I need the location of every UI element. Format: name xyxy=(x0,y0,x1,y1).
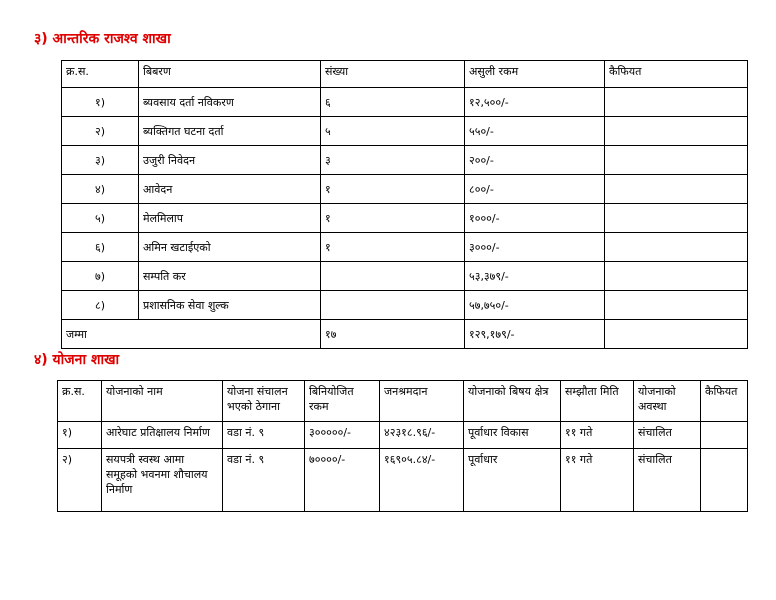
total-remarks xyxy=(605,320,748,349)
cell-description: ब्यक्तिगत घटना दर्ता xyxy=(139,117,321,146)
cell-description: ब्यवसाय दर्ता नविकरण xyxy=(139,88,321,117)
header-public-labor: जनश्रमदान xyxy=(380,381,464,422)
cell-remarks xyxy=(605,117,748,146)
header-description: बिबरण xyxy=(139,61,321,88)
table-row xyxy=(62,88,748,117)
total-label: जम्मा xyxy=(62,320,321,349)
table-row xyxy=(62,175,748,204)
cell-serial: ८) xyxy=(62,291,139,320)
cell-amount: ५३,३७९/- xyxy=(465,262,605,291)
cell-serial: १) xyxy=(58,422,102,449)
cell-amount: ८००/- xyxy=(465,175,605,204)
cell-count: १ xyxy=(321,175,465,204)
cell-description: मेलमिलाप xyxy=(139,204,321,233)
header-project-name: योजनाको नाम xyxy=(102,381,223,422)
cell-amount: १०००/- xyxy=(465,204,605,233)
cell-status: संचालित xyxy=(634,449,701,512)
cell-amount: ५७,७५०/- xyxy=(465,291,605,320)
total-amount: १२९,१७९/- xyxy=(465,320,605,349)
section-title-project-branch: ४) योजना शाखा xyxy=(34,352,120,368)
header-project-status: योजनाको अवस्था xyxy=(634,381,701,422)
header-remarks: कैफियत xyxy=(605,61,748,88)
cell-description: अमिन खटाईएको xyxy=(139,233,321,262)
cell-count xyxy=(321,262,465,291)
cell-remarks xyxy=(605,175,748,204)
total-row xyxy=(62,320,748,349)
cell-remarks xyxy=(605,262,748,291)
cell-allocated-amount: ७००००/- xyxy=(305,449,380,512)
internal-revenue-table xyxy=(61,60,748,349)
table-row xyxy=(62,117,748,146)
header-project-sector: योजनाको बिषय क्षेत्र xyxy=(464,381,561,422)
cell-serial: ६) xyxy=(62,233,139,262)
cell-serial: ४) xyxy=(62,175,139,204)
cell-serial: २) xyxy=(58,449,102,512)
cell-public-labor: ४२३१८.९६/- xyxy=(380,422,464,449)
header-serial: क्र.स. xyxy=(58,381,102,422)
table-row xyxy=(58,422,748,449)
cell-public-labor: १६९०५.८४/- xyxy=(380,449,464,512)
table-row xyxy=(62,262,748,291)
cell-count: १ xyxy=(321,233,465,262)
cell-remarks xyxy=(605,88,748,117)
cell-description: उजुरी निवेदन xyxy=(139,146,321,175)
cell-count: ५ xyxy=(321,117,465,146)
cell-remarks xyxy=(605,291,748,320)
section-title-internal-revenue: ३) आन्तरिक राजश्व शाखा xyxy=(34,31,171,47)
cell-status: संचालित xyxy=(634,422,701,449)
cell-agreement-date: ११ गते xyxy=(561,422,634,449)
cell-sector: पूर्वाधार विकास xyxy=(464,422,561,449)
cell-serial: २) xyxy=(62,117,139,146)
table-row xyxy=(62,233,748,262)
cell-allocated-amount: ३०००००/- xyxy=(305,422,380,449)
cell-project-name: सयपत्री स्वस्थ आमा समूहको भवनमा शौचालय निर्माण xyxy=(102,449,223,512)
total-count: १७ xyxy=(321,320,465,349)
header-project-location: योजना संचालन भएको ठेगाना xyxy=(223,381,305,422)
cell-serial: १) xyxy=(62,88,139,117)
cell-sector: पूर्वाधार xyxy=(464,449,561,512)
cell-amount: ५५०/- xyxy=(465,117,605,146)
cell-amount: २००/- xyxy=(465,146,605,175)
header-allocated-amount: बिनियोजित रकम xyxy=(305,381,380,422)
cell-serial: ५) xyxy=(62,204,139,233)
cell-location: वडा नं. ९ xyxy=(223,422,305,449)
cell-remarks xyxy=(701,422,748,449)
cell-description: सम्पति कर xyxy=(139,262,321,291)
header-serial: क्र.स. xyxy=(62,61,139,88)
table-row xyxy=(58,449,748,512)
table-header-row xyxy=(58,381,748,422)
table-header-row xyxy=(62,61,748,88)
cell-amount: ३०००/- xyxy=(465,233,605,262)
cell-amount: १२,५००/- xyxy=(465,88,605,117)
header-count: संख्या xyxy=(321,61,465,88)
cell-description: आवेदन xyxy=(139,175,321,204)
cell-serial: ३) xyxy=(62,146,139,175)
cell-description: प्रशासनिक सेवा शुल्क xyxy=(139,291,321,320)
cell-count: ३ xyxy=(321,146,465,175)
header-amount: असुली रकम xyxy=(465,61,605,88)
cell-count xyxy=(321,291,465,320)
cell-remarks xyxy=(701,449,748,512)
cell-agreement-date: ११ गते xyxy=(561,449,634,512)
table-row xyxy=(62,146,748,175)
cell-location: वडा नं. ९ xyxy=(223,449,305,512)
cell-count: १ xyxy=(321,204,465,233)
cell-remarks xyxy=(605,204,748,233)
table-row xyxy=(62,204,748,233)
cell-remarks xyxy=(605,146,748,175)
cell-serial: ७) xyxy=(62,262,139,291)
cell-remarks xyxy=(605,233,748,262)
project-branch-table xyxy=(57,380,748,512)
header-remarks: कैफियत xyxy=(701,381,748,422)
cell-count: ६ xyxy=(321,88,465,117)
cell-project-name: आरेघाट प्रतिक्षालय निर्माण xyxy=(102,422,223,449)
table-row xyxy=(62,291,748,320)
header-agreement-date: सम्झौता मिति xyxy=(561,381,634,422)
